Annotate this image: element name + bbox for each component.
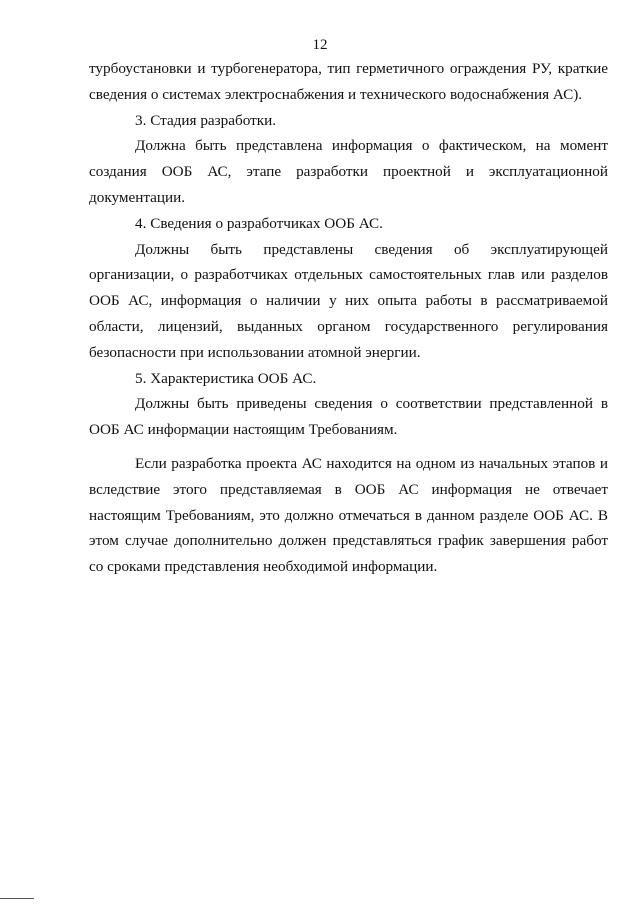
paragraph-characteristics: Должны быть приведены сведения о соответствии представленной в ООБ АС информации настоящим Требованиям. (89, 395, 608, 439)
paragraph-development-stage: Должна быть представлена информация о фактическом, на момент создания ООБ АС, этапе разработки проектной и эксплуатационной документации. (89, 137, 608, 206)
paragraph-continuation: турбоустановки и турбогенератора, тип герметичного ограждения РУ, краткие сведения о системах электроснабжения и технического водоснабжения АС). (89, 60, 608, 103)
section-heading-characteristics: 5. Характеристика ООБ АС. (135, 369, 317, 387)
document-body (89, 56, 608, 580)
section-heading-development-stage: 3. Стадия разработки. (135, 111, 277, 129)
footer-rule (0, 898, 34, 899)
paragraph-developers: Должны быть представлены сведения об эксплуатирующей организации, о разработчиках отдельных самостоятельных глав или разделов ООБ АС, информация о наличии у них опыта работы в рассматриваемой области, лицензий, выданных органом государственного регулирования безопасности при использовании атомной энергии. (89, 240, 608, 361)
section-heading-developers: 4. Сведения о разработчиках ООБ АС. (135, 214, 383, 232)
page-number: 12 (312, 37, 328, 53)
paragraph-initial-stages: Если разработка проекта АС находится на одном из начальных этапов и вследствие этого представляемая в ООБ АС информация не отвечает настоящим Требованиям, это должно отмечаться в данном разделе ООБ АС. В этом случае дополнительно должен представляться график завершения работ со сроками представления необходимой информации. (89, 454, 608, 576)
